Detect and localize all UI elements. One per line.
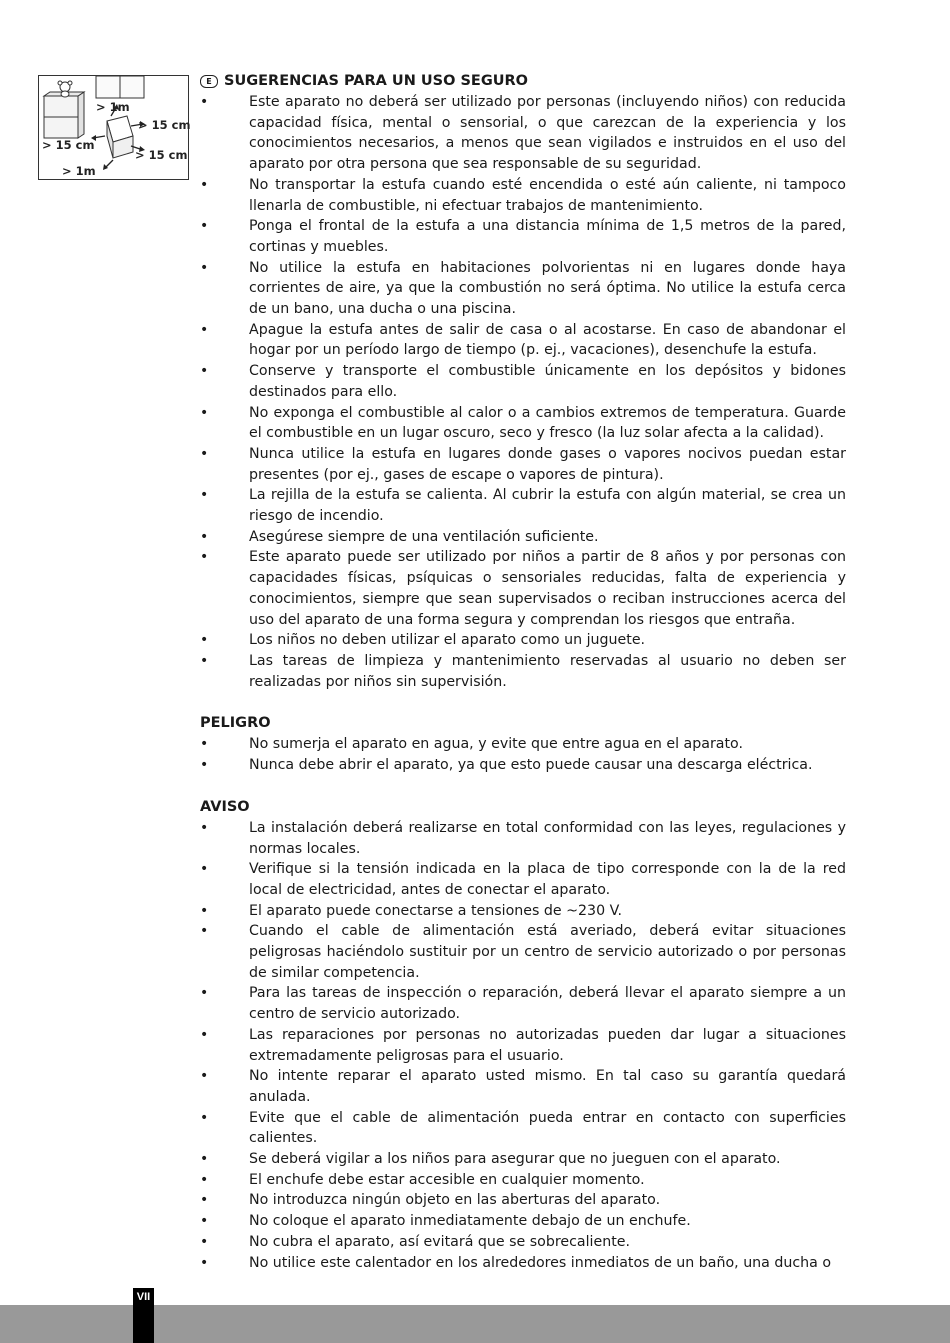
- danger-list: [200, 734, 846, 775]
- list-item: • El enchufe debe estar accesible en cualquier momento.: [200, 1170, 846, 1191]
- safety-list: [200, 92, 846, 692]
- list-item: • Los niños no deben utilizar el aparato como un juguete.: [200, 630, 846, 651]
- danger-title: PELIGRO: [200, 715, 271, 732]
- manual-content: [200, 71, 846, 1273]
- list-item: • Conserve y transporte el combustible únicamente en los depósitos y bidones destinados para ello.: [200, 361, 846, 402]
- list-item: • La rejilla de la estufa se calienta. Al cubrir la estufa con algún material, se crea un riesgo de incendio.: [200, 485, 846, 526]
- page-number: VII: [136, 1291, 151, 1303]
- list-item: • Este aparato no deberá ser utilizado por personas (incluyendo niños) con reducida capacidad física, mental o sensorial, o que carezcan de la experiencia y los conocimientos necesarios, a menos que sean vigilados e instruidos en el uso del aparato por otra persona que sea responsable de su seguridad.: [200, 92, 846, 175]
- list-item: • No sumerja el aparato en agua, y evite que entre agua en el aparato.: [200, 734, 846, 755]
- clearance-label-top: > 1m: [96, 100, 130, 114]
- list-item: • Las reparaciones por personas no autorizadas pueden dar lugar a situaciones extremadamente peligrosas para el usuario.: [200, 1025, 846, 1066]
- list-item: • No cubra el aparato, así evitará que se sobrecaliente.: [200, 1232, 846, 1253]
- clearance-diagram: [38, 75, 189, 180]
- clearance-label-bottom: > 1m: [62, 164, 96, 178]
- list-item: • El aparato puede conectarse a tensiones de ~230 V.: [200, 901, 846, 922]
- list-item: • Las tareas de limpieza y mantenimiento reservadas al usuario no deben ser realizadas por niños sin supervisión.: [200, 651, 846, 692]
- safety-heading: [200, 71, 846, 92]
- clearance-label-left: > 15 cm: [42, 138, 95, 152]
- list-item: • Cuando el cable de alimentación está averiado, deberá evitar situaciones peligrosas haciéndolo sustituir por un centro de servicio autorizado o por personas de similar competencia.: [200, 921, 846, 983]
- list-item: • No coloque el aparato inmediatamente debajo de un enchufe.: [200, 1211, 846, 1232]
- safety-title: SUGERENCIAS PARA UN USO SEGURO: [224, 73, 528, 89]
- list-item: • No utilice la estufa en habitaciones polvorientas ni en lugares donde haya corrientes de aire, ya que la combustión no será óptima. No utilice la estufa cerca de un bano, una ducha o una piscina.: [200, 258, 846, 320]
- list-item: • Verifique si la tensión indicada en la placa de tipo corresponde con la de la red local de electricidad, antes de conectar el aparato.: [200, 859, 846, 900]
- list-item: • Este aparato puede ser utilizado por niños a partir de 8 años y por personas con capacidades físicas, psíquicas o sensoriales reducidas, falta de experiencia y conocimientos, siempre que sean supervisados o reciban instrucciones acerca del uso del aparato de una forma segura y comprendan los riesgos que entraña.: [200, 547, 846, 630]
- list-item: • Para las tareas de inspección o reparación, deberá llevar el aparato siempre a un centro de servicio autorizado.: [200, 983, 846, 1024]
- list-item: • No transportar la estufa cuando esté encendida o esté aún caliente, ni tampoco llenarla de combustible, ni efectuar trabajos de mantenimiento.: [200, 175, 846, 216]
- list-item: • No utilice este calentador en los alrededores inmediatos de un baño, una ducha o: [200, 1253, 846, 1274]
- list-item: • Nunca debe abrir el aparato, ya que esto puede causar una descarga eléctrica.: [200, 755, 846, 776]
- language-badge: E: [200, 75, 218, 88]
- list-item: • La instalación deberá realizarse en total conformidad con las leyes, regulaciones y normas locales.: [200, 818, 846, 859]
- list-item: • Apague la estufa antes de salir de casa o al acostarse. En caso de abandonar el hogar por un período largo de tiempo (p. ej., vacaciones), desenchufe la estufa.: [200, 320, 846, 361]
- clearance-label-right-top: > 15 cm: [138, 118, 191, 132]
- warning-list: [200, 818, 846, 1273]
- clearance-label-right-bottom: > 15 cm: [135, 148, 188, 162]
- list-item: • No exponga el combustible al calor o a cambios extremos de temperatura. Guarde el combustible en un lugar oscuro, seco y fresco (la luz solar afecta a la calidad).: [200, 403, 846, 444]
- list-item: • No intente reparar el aparato usted mismo. En tal caso su garantía quedará anulada.: [200, 1066, 846, 1107]
- list-item: • Se deberá vigilar a los niños para asegurar que no jueguen con el aparato.: [200, 1149, 846, 1170]
- list-item: • Evite que el cable de alimentación pueda entrar en contacto con superficies calientes.: [200, 1108, 846, 1149]
- warning-title: AVISO: [200, 798, 250, 815]
- list-item: • Ponga el frontal de la estufa a una distancia mínima de 1,5 metros de la pared, cortinas y muebles.: [200, 216, 846, 257]
- list-item: • Asegúrese siempre de una ventilación suficiente.: [200, 527, 846, 548]
- list-item: • Nunca utilice la estufa en lugares donde gases o vapores nocivos puedan estar presentes (por ej., gases de escape o vapores de pintura).: [200, 444, 846, 485]
- list-item: • No introduzca ningún objeto en las aberturas del aparato.: [200, 1190, 846, 1211]
